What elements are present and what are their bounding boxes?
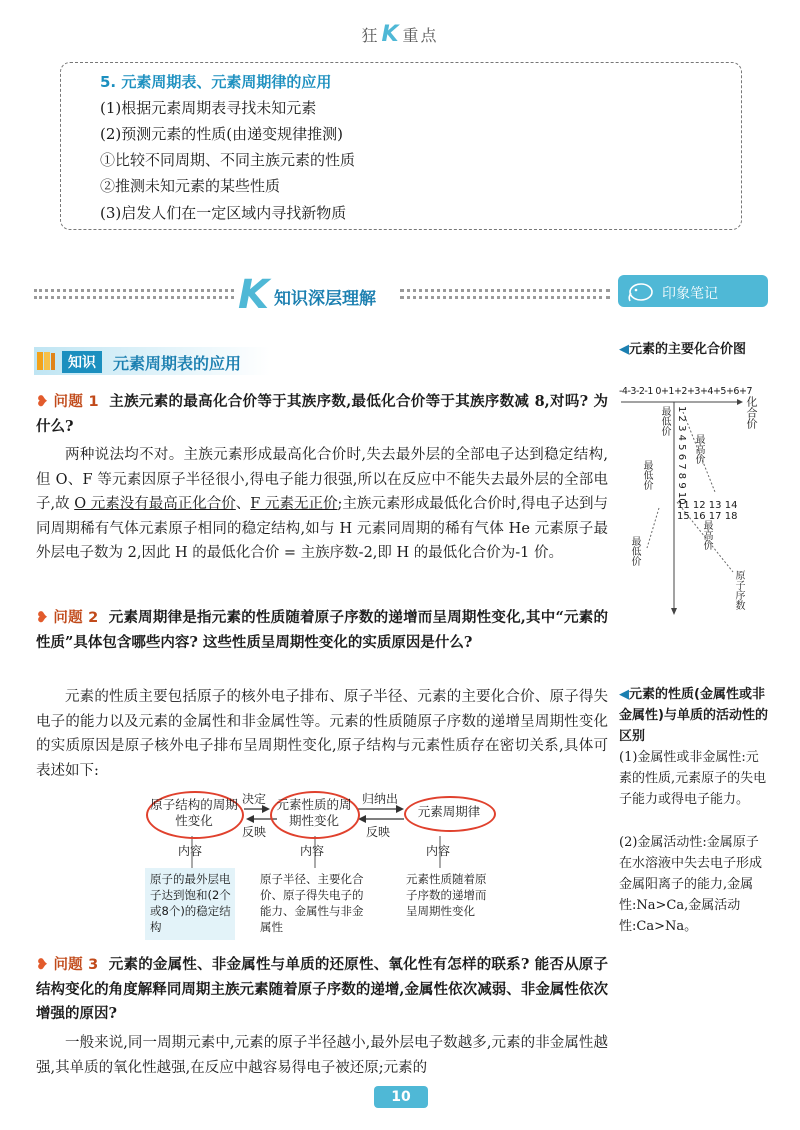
book-icon — [36, 350, 56, 372]
answer-1-underline-1: O 元素没有最高正化合价 — [74, 496, 236, 513]
summary-line-5: (3)启发人们在一定区域内寻找新物质 — [100, 204, 347, 222]
valence-chart-numbers-a: 1 2 3 4 5 6 7 8 9 10 — [676, 406, 687, 505]
summary-line-2: (2)预测元素的性质(由递变规律推测) — [100, 125, 343, 143]
running-header — [0, 22, 800, 47]
flow-label-reflect-2: 反映 — [366, 825, 391, 839]
question-1-label: 问题 1 — [53, 394, 99, 410]
sidebar-note-1-title-text: 元素的主要化合价图 — [629, 342, 747, 357]
sidebar-note-2-p1: (1)金属性或非金属性:元素的性质,元素原子的失电子能力或得电子能力。 — [619, 750, 767, 807]
flow-content-label-2: 内容 — [300, 844, 325, 858]
header-right: 重点 — [402, 26, 439, 45]
valence-chart — [619, 382, 774, 622]
page-number: 10 — [374, 1086, 428, 1108]
sidebar-note-1-title — [619, 339, 769, 360]
answer-1-part-a: 两种说法均不对。主族元素形成最高化合价时,失去最外层的全部电子达到稳定结构,但 O、F 等元素因原子半径很小,得电子能力很强,所以在反应中不能失去最外层的全部电子,故 — [36, 447, 608, 513]
knowledge-title: 元素周期表的应用 — [113, 354, 242, 373]
summary-title: 5. 元素周期表、元素周期律的应用 — [100, 73, 332, 91]
node-2-label: 元素性质的周期性变化 — [276, 797, 352, 828]
sidebar-note-2-title-text: 元素的性质(金属性或非金属性)与单质的活动性的区别 — [619, 687, 768, 744]
structure-property-flow-diagram — [140, 790, 600, 950]
question-1 — [36, 390, 608, 439]
summary-line-1: (1)根据元素周期表寻找未知元素 — [100, 99, 317, 117]
answer-1-part-b: 、 — [235, 496, 251, 513]
question-2-text: 元素周期律是指元素的性质随着原子序数的递增而呈周期性变化,其中“元素的性质”具体包含哪些内容? 这些性质呈周期性变化的实质原因是什么? — [36, 609, 608, 651]
sidebar-note-2-p2: (2)金属活动性:金属原子在水溶液中失去电子形成金属阳离子的能力,金属性:Na>Ca,金属活动性:Ca>Na。 — [619, 835, 763, 934]
valence-chart-label-max-1: 最高价 — [693, 434, 704, 464]
answer-3: 一般来说,同一周期元素中,元素的原子半径越小,最外层电子数越多,元素的非金属性越强,其单质的氧化性越强,在反应中越容易得电子被还原;元素的 — [36, 1035, 608, 1076]
summary-line-4: ②推测未知元素的某些性质 — [100, 177, 281, 195]
banner-divider-left — [34, 289, 234, 299]
valence-chart-numbers-b: 11 12 13 14 15 16 17 18 — [677, 500, 738, 522]
question-3 — [36, 953, 608, 1027]
flow-content-box-3: 元素性质随着原子序数的递增而呈周期性变化 — [406, 872, 487, 918]
question-3-label: 问题 3 — [53, 957, 99, 973]
banner-k-logo: K — [238, 272, 269, 318]
valence-chart-top-ticks: -4-3-2-1 0+1+2+3+4+5+6+7 — [619, 386, 752, 397]
valence-chart-axis-y: 原子序数 — [733, 570, 744, 610]
node-1-label: 原子结构的周期性变化 — [150, 797, 238, 828]
pointer-triangle-icon: ◀ — [619, 342, 629, 357]
question-marker-icon: ❥ — [36, 609, 49, 626]
question-marker-icon: ❥ — [36, 956, 49, 973]
flow-label-decide: 决定 — [242, 792, 267, 806]
flow-label-reflect-1: 反映 — [242, 825, 267, 839]
question-3-text: 元素的金属性、非金属性与单质的还原性、氧化性有怎样的联系? 能否从原子结构变化的角度解释同周期主族元素随着原子序数的递增,金属性依次减弱、非金属性依次增强的原因? — [36, 956, 609, 1023]
summary-line-3: ①比较不同周期、不同主族元素的性质 — [100, 151, 356, 169]
header-left: 狂 — [361, 26, 380, 45]
knowledge-tag: 知识 — [62, 351, 102, 373]
flow-content-box-2: 原子半径、主要化合价、原子得失电子的能力、金属性与非金属性 — [260, 872, 364, 934]
banner-title: 知识深层理解 — [274, 289, 376, 309]
flow-label-induce: 归纳出 — [362, 792, 399, 806]
question-marker-icon: ❥ — [36, 393, 49, 410]
valence-chart-label-min-2: 最低价 — [641, 460, 652, 490]
flow-content-box-1: 原子的最外层电子达到饱和(2个或8个)的稳定结构 — [150, 872, 231, 934]
answer-1-underline-2: F 元素无正价 — [250, 496, 338, 513]
banner-divider-right — [400, 289, 610, 299]
note-tab-label: 印象笔记 — [662, 286, 718, 302]
answer-1 — [36, 443, 608, 566]
question-2 — [36, 606, 608, 655]
header-k-logo: K — [381, 22, 401, 47]
note-tab — [618, 275, 768, 307]
node-3-label: 元素周期律 — [417, 804, 481, 819]
valence-chart-label-max-2: 最高价 — [701, 520, 712, 550]
question-1-text: 主族元素的最高化合价等于其族序数,最低化合价等于其族序数减 8,对吗? 为什么? — [36, 393, 608, 435]
sidebar-note-2-title — [619, 684, 769, 747]
question-2-label: 问题 2 — [53, 610, 99, 626]
flow-content-label-1: 内容 — [178, 844, 203, 858]
elephant-icon — [626, 279, 656, 303]
flow-content-label-3: 内容 — [426, 844, 451, 858]
pointer-triangle-icon: ◀ — [619, 687, 629, 702]
valence-chart-axis-x: 化合价 — [745, 396, 758, 429]
answer-1-part-c: ;主族元素形成最低化合价时,得电子达到与同周期稀有气体元素原子相同的稳定结构,如与 H 元素同周期的稀有气体 He 元素原子最外层电子数为 2,因此 H 的最低化合价 = 主族序数-2,即 H 的最低化合价为-1 价。 — [36, 496, 609, 562]
valence-chart-label-min-1: 最低价 — [659, 406, 670, 436]
valence-chart-label-min-3: 最低价 — [629, 536, 640, 566]
answer-2: 元素的性质主要包括原子的核外电子排布、原子半径、元素的主要化合价、原子得失电子的能力以及元素的金属性和非金属性等。元素的性质随原子序数的递增呈周期性变化的实质原因是原子核外电子排布呈周期性变化,原子结构与元素性质存在密切关系,具体可表述如下: — [36, 689, 608, 779]
